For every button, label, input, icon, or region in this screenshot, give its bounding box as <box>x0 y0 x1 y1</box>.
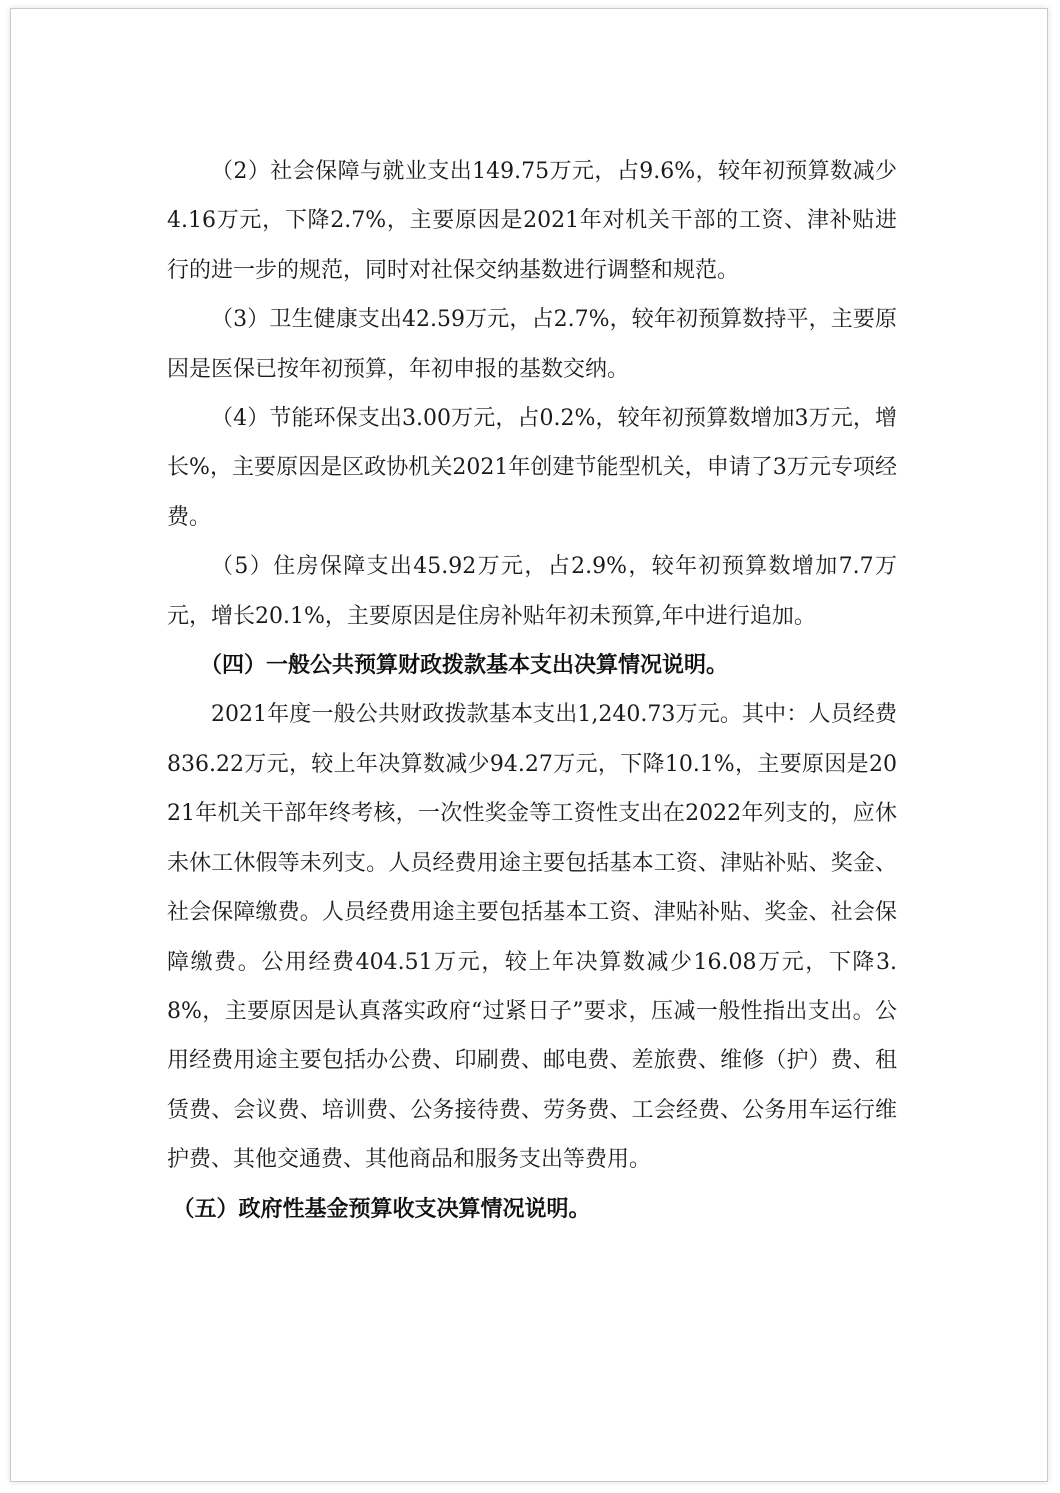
paragraph-energy-environment: （4）节能环保支出3.00万元，占0.2%，较年初预算数增加3万元，增长%，主要原因是区政协机关2021年创建节能型机关，申请了3万元专项经费。 <box>167 406 897 530</box>
paragraph-basic-expenditure: 2021年度一般公共财政拨款基本支出1,240.73万元。其中：人员经费836.22万元，较上年决算数减少94.27万元，下降10.1%，主要原因是2021年机关干部年终考核，一次性奖金等工资性支出在2022年列支的，应休未休工休假等未列支。人员经费用途主要包括基本工资、津贴补贴、奖金、社会保障缴费。人员经费用途主要包括基本工资、津贴补贴、奖金、社会保障缴费。公用经费404.51万元，较上年决算数减少16.08万元，下降3.8%，主要原因是认真落实政府“过紧日子”要求，压减一般性指出支出。公用经费用途主要包括办公费、印刷费、邮电费、差旅费、维修（护）费、租赁费、会议费、培训费、公务接待费、劳务费、工会经费、公务用车运行维护费、其他交通费、其他商品和服务支出等费用。 <box>167 702 897 1173</box>
document-page <box>10 8 1048 1482</box>
paragraph-health: （3）卫生健康支出42.59万元，占2.7%，较年初预算数持平，主要原因是医保已按年初预算，年初申报的基数交纳。 <box>167 307 897 382</box>
section-heading-basic-expenditure: （四）一般公共预算财政拨款基本支出决算情况说明。 <box>200 653 729 679</box>
document-body <box>167 147 897 1234</box>
paragraph-housing: （5）住房保障支出45.92万元，占2.9%，较年初预算数增加7.7万元，增长20.1%，主要原因是住房补贴年初未预算,年中进行追加。 <box>167 554 897 629</box>
paragraph-social-security: （2）社会保障与就业支出149.75万元，占9.6%，较年初预算数减少4.16万元，下降2.7%，主要原因是2021年对机关干部的工资、津补贴进行的进一步的规范，同时对社保交纳基数进行调整和规范。 <box>167 159 897 283</box>
section-heading-government-fund: （五）政府性基金预算收支决算情况说明。 <box>172 1196 591 1222</box>
